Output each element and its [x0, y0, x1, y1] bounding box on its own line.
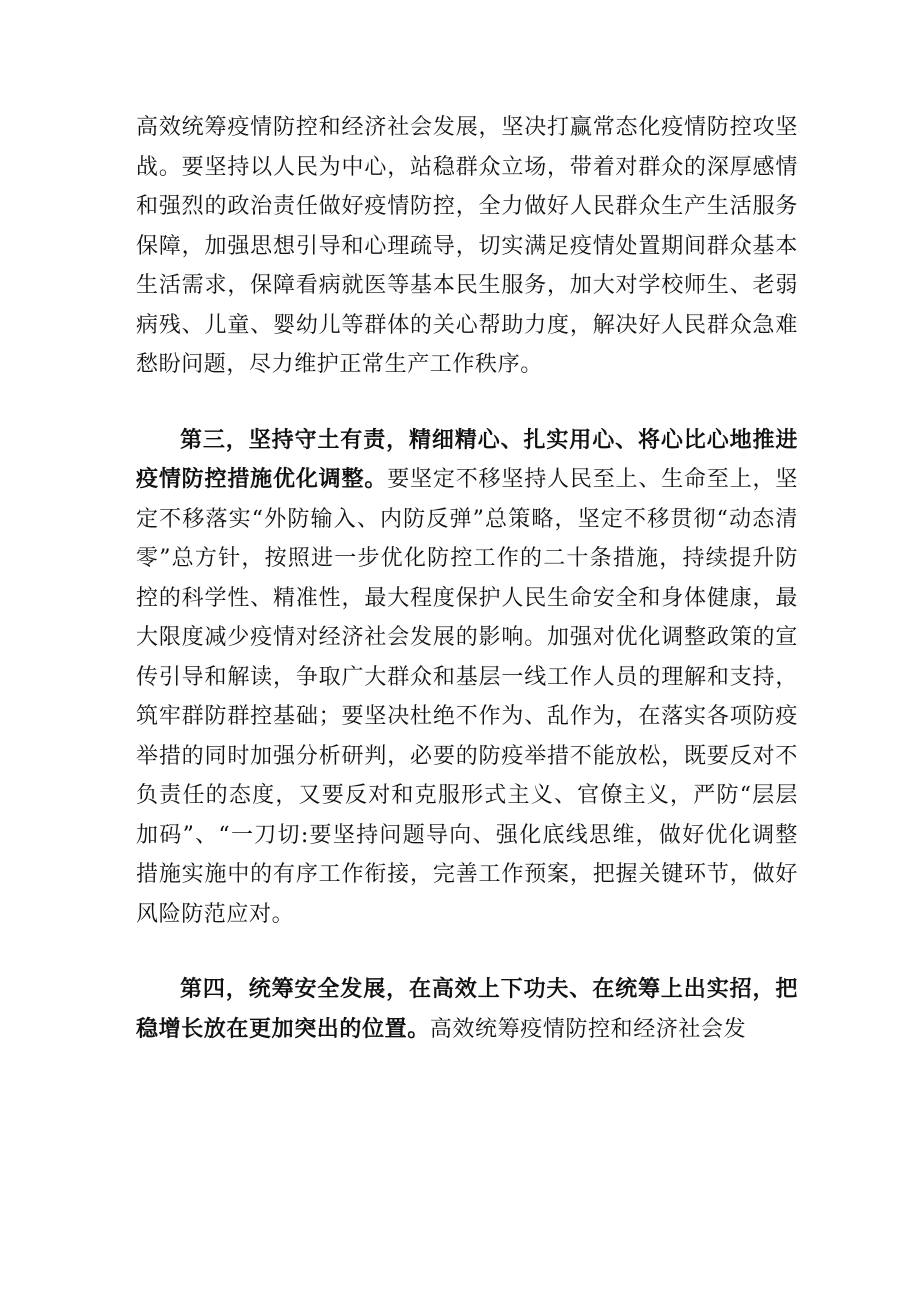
paragraph-1	[136, 108, 798, 385]
paragraph-1-text: 高效统筹疫情防控和经济社会发展，坚决打赢常态化疫情防控攻坚战。要坚持以人民为中心，站稳群众立场，带着对群众的深厚感情和强烈的政治责任做好疫情防控，全力做好人民群众生产生活服务保障，加强思想引导和心理疏导，切实满足疫情处置期间群众基本生活需求，保障看病就医等基本民生服务，加大对学校师生、老弱病残、儿童、婴幼儿等群体的关心帮助力度，解决好人民群众急难愁盼问题，尽力维护正常生产工作秩序。	[136, 115, 798, 377]
paragraph-2	[136, 421, 798, 935]
paragraph-3	[136, 970, 798, 1049]
document-body	[136, 108, 798, 1049]
paragraph-3-text: 高效统筹疫情防控和经济社会发	[429, 1016, 747, 1042]
paragraph-3-lead: 第四，统筹安全发展，在高效上下功夫、在统筹上出实招，把稳增长放在更加突出的位置。	[136, 976, 798, 1042]
paragraph-2-text: 要坚定不移坚持人民至上、生命至上，坚定不移落实“外防输入、内防反弹”总策略，坚定不移贯彻“动态清零”总方针，按照进一步优化防控工作的二十条措施，持续提升防控的科学性、精准性，最大程度保护人民生命安全和身体健康，最大限度减少疫情对经济社会发展的影响。加强对优化调整政策的宣传引导和解读，争取广大群众和基层一线工作人员的理解和支持，筑牢群防群控基础；要坚决杜绝不作为、乱作为，在落实各项防疫举措的同时加强分析研判，必要的防疫举措不能放松，既要反对不负责任的态度，又要反对和克服形式主义、官僚主义，严防“层层加码”、“一刀切:要坚持问题导向、强化底线思维，做好优化调整措施实施中的有序工作衔接，完善工作预案，把握关键环节，做好风险防范应对。	[136, 467, 798, 927]
paragraph-2-lead: 第三，坚持守土有责，精细精心、扎实用心、将心比心地推进疫情防控措施优化调整。	[136, 426, 798, 492]
